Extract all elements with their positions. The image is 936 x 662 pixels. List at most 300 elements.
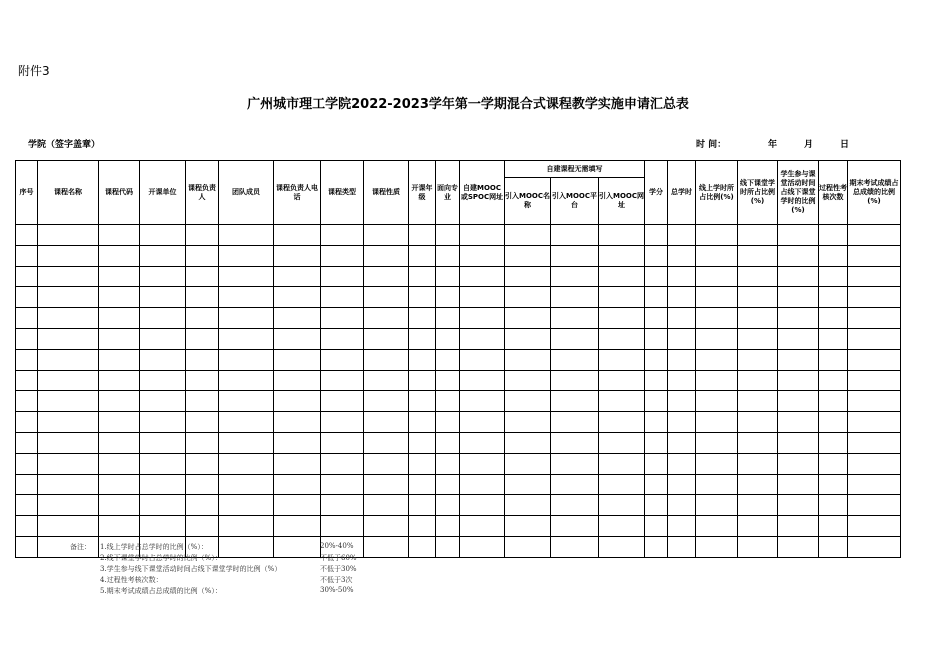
table-cell[interactable]: [819, 391, 848, 412]
table-cell[interactable]: [645, 495, 668, 516]
table-cell[interactable]: [274, 370, 321, 391]
table-cell[interactable]: [409, 349, 436, 370]
table-cell[interactable]: [274, 287, 321, 308]
table-cell[interactable]: [16, 391, 38, 412]
table-cell[interactable]: [140, 287, 186, 308]
table-cell[interactable]: [38, 287, 99, 308]
table-cell[interactable]: [274, 432, 321, 453]
table-cell[interactable]: [645, 225, 668, 246]
table-cell[interactable]: [599, 287, 645, 308]
table-cell[interactable]: [668, 370, 696, 391]
table-cell[interactable]: [505, 287, 551, 308]
table-cell[interactable]: [645, 266, 668, 287]
table-cell[interactable]: [551, 370, 599, 391]
table-cell[interactable]: [321, 349, 364, 370]
table-cell[interactable]: [551, 245, 599, 266]
table-cell[interactable]: [738, 308, 778, 329]
table-cell[interactable]: [645, 536, 668, 557]
table-cell[interactable]: [321, 225, 364, 246]
table-cell[interactable]: [186, 412, 219, 433]
table-cell[interactable]: [645, 412, 668, 433]
table-cell[interactable]: [219, 287, 274, 308]
table-cell[interactable]: [819, 328, 848, 349]
table-cell[interactable]: [599, 432, 645, 453]
table-cell[interactable]: [436, 536, 460, 557]
table-cell[interactable]: [819, 287, 848, 308]
table-cell[interactable]: [219, 349, 274, 370]
table-cell[interactable]: [321, 495, 364, 516]
table-cell[interactable]: [696, 495, 738, 516]
table-cell[interactable]: [436, 349, 460, 370]
table-cell[interactable]: [778, 432, 819, 453]
table-cell[interactable]: [274, 328, 321, 349]
table-cell[interactable]: [460, 287, 505, 308]
table-cell[interactable]: [38, 453, 99, 474]
table-cell[interactable]: [599, 328, 645, 349]
table-cell[interactable]: [668, 391, 696, 412]
table-cell[interactable]: [16, 370, 38, 391]
table-cell[interactable]: [668, 495, 696, 516]
table-cell[interactable]: [505, 495, 551, 516]
table-cell[interactable]: [551, 536, 599, 557]
table-cell[interactable]: [505, 245, 551, 266]
table-cell[interactable]: [460, 349, 505, 370]
table-cell[interactable]: [738, 245, 778, 266]
table-cell[interactable]: [668, 516, 696, 537]
table-cell[interactable]: [505, 453, 551, 474]
table-cell[interactable]: [505, 474, 551, 495]
table-cell[interactable]: [819, 225, 848, 246]
table-cell[interactable]: [848, 308, 901, 329]
table-cell[interactable]: [551, 432, 599, 453]
table-cell[interactable]: [778, 516, 819, 537]
table-cell[interactable]: [364, 412, 409, 433]
table-cell[interactable]: [460, 536, 505, 557]
table-cell[interactable]: [599, 266, 645, 287]
table-cell[interactable]: [436, 245, 460, 266]
table-cell[interactable]: [364, 266, 409, 287]
table-cell[interactable]: [778, 453, 819, 474]
table-cell[interactable]: [738, 225, 778, 246]
table-cell[interactable]: [364, 308, 409, 329]
table-cell[interactable]: [436, 308, 460, 329]
table-cell[interactable]: [778, 536, 819, 557]
table-cell[interactable]: [738, 453, 778, 474]
table-cell[interactable]: [460, 266, 505, 287]
table-cell[interactable]: [645, 516, 668, 537]
table-cell[interactable]: [460, 432, 505, 453]
table-cell[interactable]: [668, 453, 696, 474]
table-cell[interactable]: [599, 536, 645, 557]
table-cell[interactable]: [436, 432, 460, 453]
table-cell[interactable]: [436, 225, 460, 246]
table-cell[interactable]: [599, 495, 645, 516]
table-cell[interactable]: [738, 474, 778, 495]
table-cell[interactable]: [364, 370, 409, 391]
table-cell[interactable]: [778, 349, 819, 370]
table-cell[interactable]: [738, 328, 778, 349]
table-cell[interactable]: [819, 266, 848, 287]
table-cell[interactable]: [409, 328, 436, 349]
table-cell[interactable]: [99, 432, 140, 453]
table-cell[interactable]: [848, 287, 901, 308]
table-cell[interactable]: [645, 308, 668, 329]
table-cell[interactable]: [505, 412, 551, 433]
table-cell[interactable]: [599, 245, 645, 266]
table-cell[interactable]: [436, 391, 460, 412]
table-cell[interactable]: [738, 412, 778, 433]
table-cell[interactable]: [819, 349, 848, 370]
table-cell[interactable]: [848, 474, 901, 495]
table-cell[interactable]: [551, 474, 599, 495]
table-cell[interactable]: [551, 453, 599, 474]
table-cell[interactable]: [460, 328, 505, 349]
table-cell[interactable]: [460, 245, 505, 266]
table-cell[interactable]: [16, 245, 38, 266]
table-cell[interactable]: [274, 516, 321, 537]
table-cell[interactable]: [505, 432, 551, 453]
table-cell[interactable]: [38, 412, 99, 433]
table-cell[interactable]: [778, 266, 819, 287]
table-cell[interactable]: [99, 245, 140, 266]
table-cell[interactable]: [274, 349, 321, 370]
table-cell[interactable]: [140, 225, 186, 246]
table-cell[interactable]: [668, 536, 696, 557]
table-cell[interactable]: [364, 536, 409, 557]
table-cell[interactable]: [819, 536, 848, 557]
table-cell[interactable]: [321, 516, 364, 537]
table-cell[interactable]: [551, 308, 599, 329]
table-cell[interactable]: [460, 391, 505, 412]
table-cell[interactable]: [738, 495, 778, 516]
table-cell[interactable]: [409, 474, 436, 495]
table-cell[interactable]: [551, 225, 599, 246]
table-cell[interactable]: [321, 412, 364, 433]
table-cell[interactable]: [551, 516, 599, 537]
table-cell[interactable]: [99, 516, 140, 537]
table-cell[interactable]: [460, 412, 505, 433]
table-cell[interactable]: [819, 474, 848, 495]
table-cell[interactable]: [778, 412, 819, 433]
table-cell[interactable]: [819, 412, 848, 433]
table-cell[interactable]: [645, 370, 668, 391]
table-cell[interactable]: [274, 453, 321, 474]
table-cell[interactable]: [38, 495, 99, 516]
table-cell[interactable]: [696, 349, 738, 370]
table-cell[interactable]: [599, 225, 645, 246]
table-cell[interactable]: [696, 225, 738, 246]
table-cell[interactable]: [99, 370, 140, 391]
table-cell[interactable]: [16, 349, 38, 370]
table-cell[interactable]: [436, 453, 460, 474]
table-cell[interactable]: [696, 266, 738, 287]
table-cell[interactable]: [848, 516, 901, 537]
table-cell[interactable]: [321, 453, 364, 474]
table-cell[interactable]: [778, 370, 819, 391]
table-cell[interactable]: [186, 266, 219, 287]
table-cell[interactable]: [696, 516, 738, 537]
table-cell[interactable]: [140, 266, 186, 287]
table-cell[interactable]: [16, 516, 38, 537]
table-cell[interactable]: [436, 516, 460, 537]
table-cell[interactable]: [645, 245, 668, 266]
table-cell[interactable]: [551, 391, 599, 412]
table-cell[interactable]: [219, 474, 274, 495]
table-cell[interactable]: [186, 453, 219, 474]
table-cell[interactable]: [505, 328, 551, 349]
table-cell[interactable]: [738, 287, 778, 308]
table-cell[interactable]: [696, 245, 738, 266]
table-cell[interactable]: [778, 474, 819, 495]
table-cell[interactable]: [668, 266, 696, 287]
table-cell[interactable]: [274, 536, 321, 557]
table-cell[interactable]: [696, 432, 738, 453]
table-cell[interactable]: [140, 391, 186, 412]
table-cell[interactable]: [436, 474, 460, 495]
table-cell[interactable]: [848, 245, 901, 266]
table-cell[interactable]: [219, 308, 274, 329]
table-cell[interactable]: [436, 412, 460, 433]
table-cell[interactable]: [551, 287, 599, 308]
table-cell[interactable]: [219, 266, 274, 287]
table-cell[interactable]: [16, 412, 38, 433]
table-cell[interactable]: [460, 370, 505, 391]
table-cell[interactable]: [99, 308, 140, 329]
table-cell[interactable]: [140, 412, 186, 433]
table-cell[interactable]: [848, 370, 901, 391]
table-cell[interactable]: [16, 328, 38, 349]
table-cell[interactable]: [505, 516, 551, 537]
table-cell[interactable]: [409, 536, 436, 557]
table-cell[interactable]: [219, 412, 274, 433]
table-cell[interactable]: [140, 432, 186, 453]
table-cell[interactable]: [738, 370, 778, 391]
table-cell[interactable]: [364, 474, 409, 495]
table-cell[interactable]: [186, 245, 219, 266]
table-cell[interactable]: [99, 495, 140, 516]
table-cell[interactable]: [16, 536, 38, 557]
table-cell[interactable]: [668, 474, 696, 495]
table-cell[interactable]: [738, 536, 778, 557]
table-cell[interactable]: [16, 225, 38, 246]
table-cell[interactable]: [599, 391, 645, 412]
table-cell[interactable]: [38, 516, 99, 537]
table-cell[interactable]: [778, 287, 819, 308]
table-cell[interactable]: [99, 349, 140, 370]
table-cell[interactable]: [819, 495, 848, 516]
table-cell[interactable]: [848, 349, 901, 370]
table-cell[interactable]: [364, 245, 409, 266]
table-cell[interactable]: [16, 495, 38, 516]
table-cell[interactable]: [645, 453, 668, 474]
table-cell[interactable]: [16, 453, 38, 474]
table-cell[interactable]: [778, 328, 819, 349]
table-cell[interactable]: [409, 308, 436, 329]
table-cell[interactable]: [645, 432, 668, 453]
table-cell[interactable]: [645, 391, 668, 412]
table-cell[interactable]: [274, 412, 321, 433]
table-cell[interactable]: [364, 432, 409, 453]
table-cell[interactable]: [364, 328, 409, 349]
table-cell[interactable]: [668, 225, 696, 246]
table-cell[interactable]: [274, 391, 321, 412]
table-cell[interactable]: [738, 391, 778, 412]
table-cell[interactable]: [460, 225, 505, 246]
table-cell[interactable]: [99, 412, 140, 433]
table-cell[interactable]: [848, 536, 901, 557]
table-cell[interactable]: [364, 516, 409, 537]
table-cell[interactable]: [99, 391, 140, 412]
table-cell[interactable]: [738, 516, 778, 537]
table-cell[interactable]: [599, 474, 645, 495]
table-cell[interactable]: [38, 266, 99, 287]
table-cell[interactable]: [505, 225, 551, 246]
table-cell[interactable]: [99, 287, 140, 308]
table-cell[interactable]: [505, 370, 551, 391]
table-cell[interactable]: [140, 245, 186, 266]
table-cell[interactable]: [696, 453, 738, 474]
table-cell[interactable]: [364, 453, 409, 474]
table-cell[interactable]: [696, 412, 738, 433]
table-cell[interactable]: [848, 328, 901, 349]
table-cell[interactable]: [186, 432, 219, 453]
table-cell[interactable]: [848, 432, 901, 453]
table-cell[interactable]: [409, 245, 436, 266]
table-cell[interactable]: [16, 474, 38, 495]
table-cell[interactable]: [140, 474, 186, 495]
table-cell[interactable]: [668, 412, 696, 433]
table-cell[interactable]: [460, 308, 505, 329]
table-cell[interactable]: [219, 225, 274, 246]
table-cell[interactable]: [848, 412, 901, 433]
table-cell[interactable]: [16, 266, 38, 287]
table-cell[interactable]: [186, 225, 219, 246]
table-cell[interactable]: [696, 328, 738, 349]
table-cell[interactable]: [551, 266, 599, 287]
table-cell[interactable]: [668, 245, 696, 266]
table-cell[interactable]: [99, 328, 140, 349]
table-cell[interactable]: [140, 495, 186, 516]
table-cell[interactable]: [696, 536, 738, 557]
table-cell[interactable]: [321, 308, 364, 329]
table-cell[interactable]: [696, 308, 738, 329]
table-cell[interactable]: [668, 349, 696, 370]
table-cell[interactable]: [364, 391, 409, 412]
table-cell[interactable]: [668, 308, 696, 329]
table-cell[interactable]: [819, 370, 848, 391]
table-cell[interactable]: [186, 349, 219, 370]
table-cell[interactable]: [364, 349, 409, 370]
table-cell[interactable]: [38, 225, 99, 246]
table-cell[interactable]: [645, 287, 668, 308]
table-cell[interactable]: [696, 474, 738, 495]
table-cell[interactable]: [99, 453, 140, 474]
table-cell[interactable]: [696, 370, 738, 391]
table-cell[interactable]: [778, 225, 819, 246]
table-cell[interactable]: [848, 391, 901, 412]
table-cell[interactable]: [599, 308, 645, 329]
table-cell[interactable]: [505, 308, 551, 329]
table-cell[interactable]: [321, 432, 364, 453]
table-cell[interactable]: [599, 516, 645, 537]
table-cell[interactable]: [186, 328, 219, 349]
table-cell[interactable]: [505, 349, 551, 370]
table-cell[interactable]: [848, 266, 901, 287]
table-cell[interactable]: [321, 287, 364, 308]
table-cell[interactable]: [645, 349, 668, 370]
table-cell[interactable]: [16, 287, 38, 308]
table-cell[interactable]: [738, 349, 778, 370]
table-cell[interactable]: [16, 432, 38, 453]
table-cell[interactable]: [186, 370, 219, 391]
table-cell[interactable]: [38, 432, 99, 453]
table-cell[interactable]: [409, 370, 436, 391]
table-cell[interactable]: [321, 245, 364, 266]
table-cell[interactable]: [274, 308, 321, 329]
table-cell[interactable]: [38, 349, 99, 370]
table-cell[interactable]: [668, 328, 696, 349]
table-cell[interactable]: [505, 536, 551, 557]
table-cell[interactable]: [38, 245, 99, 266]
table-cell[interactable]: [819, 245, 848, 266]
table-cell[interactable]: [409, 432, 436, 453]
table-cell[interactable]: [274, 266, 321, 287]
table-cell[interactable]: [38, 391, 99, 412]
table-cell[interactable]: [38, 474, 99, 495]
table-cell[interactable]: [436, 495, 460, 516]
table-cell[interactable]: [599, 412, 645, 433]
table-cell[interactable]: [551, 349, 599, 370]
table-cell[interactable]: [186, 308, 219, 329]
table-cell[interactable]: [219, 516, 274, 537]
table-cell[interactable]: [696, 287, 738, 308]
table-cell[interactable]: [219, 245, 274, 266]
table-cell[interactable]: [38, 328, 99, 349]
table-cell[interactable]: [645, 474, 668, 495]
table-cell[interactable]: [738, 266, 778, 287]
table-cell[interactable]: [321, 266, 364, 287]
table-cell[interactable]: [140, 453, 186, 474]
table-cell[interactable]: [364, 495, 409, 516]
table-cell[interactable]: [219, 328, 274, 349]
table-cell[interactable]: [551, 328, 599, 349]
table-cell[interactable]: [409, 391, 436, 412]
table-cell[interactable]: [848, 495, 901, 516]
table-cell[interactable]: [505, 266, 551, 287]
table-cell[interactable]: [436, 266, 460, 287]
table-cell[interactable]: [186, 391, 219, 412]
table-cell[interactable]: [186, 516, 219, 537]
table-cell[interactable]: [848, 453, 901, 474]
table-cell[interactable]: [738, 432, 778, 453]
table-cell[interactable]: [274, 245, 321, 266]
table-cell[interactable]: [436, 328, 460, 349]
table-cell[interactable]: [460, 453, 505, 474]
table-cell[interactable]: [409, 225, 436, 246]
table-cell[interactable]: [409, 495, 436, 516]
table-cell[interactable]: [696, 391, 738, 412]
table-cell[interactable]: [99, 266, 140, 287]
table-cell[interactable]: [778, 308, 819, 329]
table-cell[interactable]: [819, 516, 848, 537]
table-cell[interactable]: [219, 391, 274, 412]
table-cell[interactable]: [819, 432, 848, 453]
table-cell[interactable]: [409, 516, 436, 537]
table-cell[interactable]: [140, 328, 186, 349]
table-cell[interactable]: [140, 370, 186, 391]
table-cell[interactable]: [321, 370, 364, 391]
table-cell[interactable]: [778, 391, 819, 412]
